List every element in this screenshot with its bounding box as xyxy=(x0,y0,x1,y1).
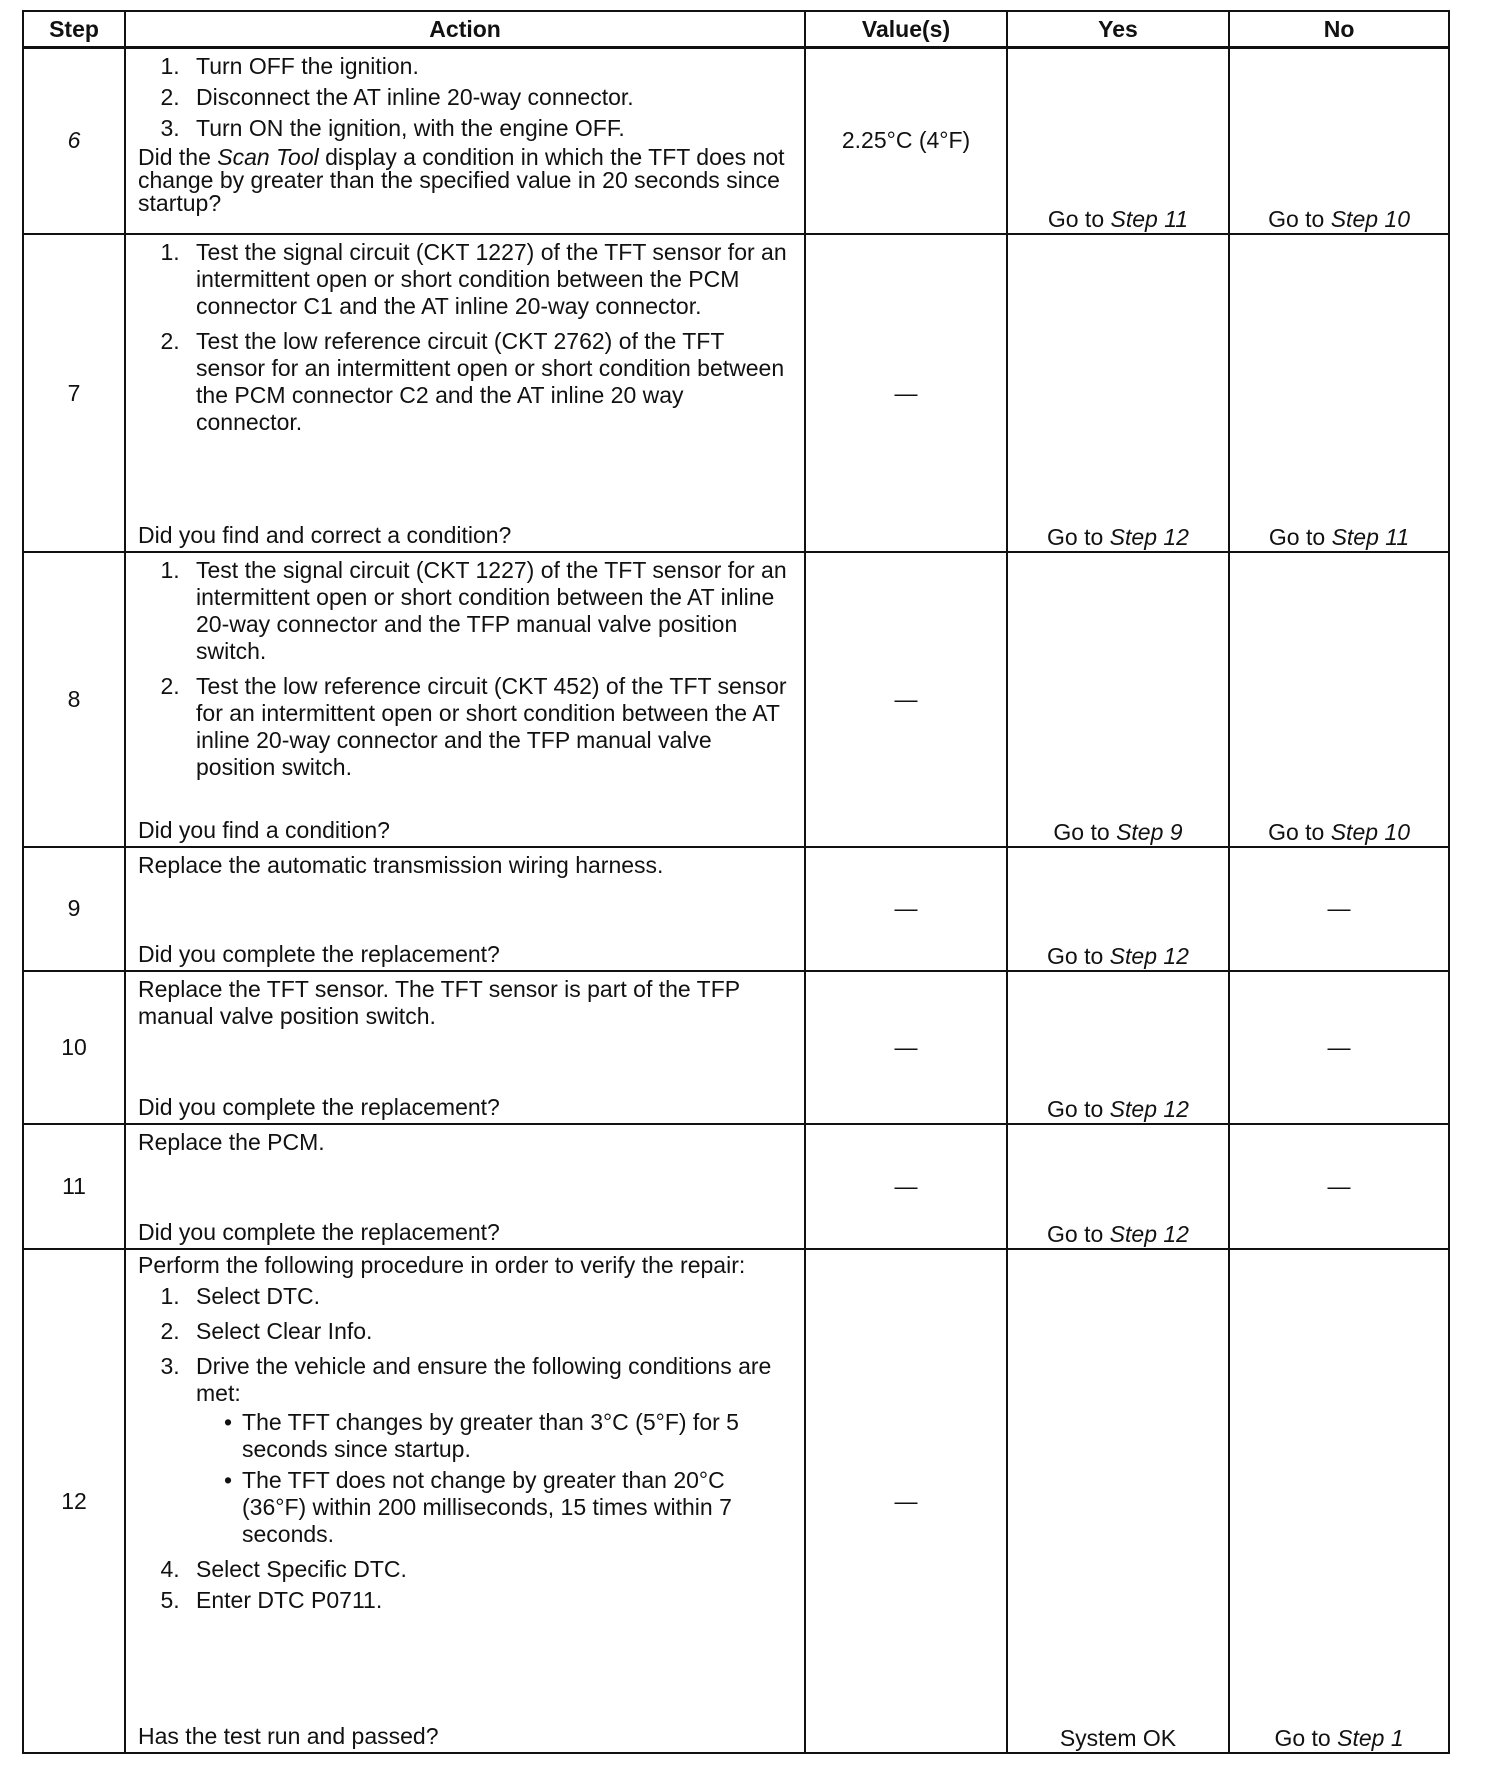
no-cell: Go to Step 10 xyxy=(1229,48,1449,234)
no-cell: — xyxy=(1229,847,1449,971)
value-cell: — xyxy=(805,552,1007,846)
table-row xyxy=(23,552,1449,846)
header-step: Step xyxy=(23,11,125,48)
table-row xyxy=(23,234,1449,552)
header-yes: Yes xyxy=(1007,11,1229,48)
step-number: 12 xyxy=(23,1249,125,1753)
no-cell: — xyxy=(1229,1124,1449,1249)
yes-cell: Go to Step 12 xyxy=(1007,847,1229,971)
action-text: Replace the automatic transmission wiring harness. xyxy=(138,851,664,878)
yes-cell: Go to Step 11 xyxy=(1007,48,1229,234)
header-action: Action xyxy=(125,11,805,48)
list-item: 1. Select DTC. xyxy=(186,1283,792,1310)
condition-bullets xyxy=(196,1409,792,1548)
question: Has the test run and passed? xyxy=(138,1723,439,1749)
table-row xyxy=(23,48,1449,234)
action-steps xyxy=(138,53,792,142)
no-cell: Go to Step 1 xyxy=(1229,1249,1449,1753)
question: Did the Scan Tool display a condition in which the TFT does not change by greater than the specified value in 20 seconds since startup? xyxy=(138,144,785,216)
action-cell xyxy=(125,971,805,1124)
table-row xyxy=(23,847,1449,971)
table-row xyxy=(23,1124,1449,1249)
bullet-item: • The TFT changes by greater than 3°C (5°F) for 5 seconds since startup. xyxy=(242,1409,792,1463)
value-cell: — xyxy=(805,1249,1007,1753)
step-number: 7 xyxy=(23,234,125,552)
action-steps xyxy=(138,1283,792,1614)
action-cell xyxy=(125,552,805,846)
question: Did you complete the replacement? xyxy=(138,1093,500,1120)
list-item: 5. Enter DTC P0711. xyxy=(186,1587,792,1614)
action-cell xyxy=(125,1124,805,1249)
value-cell: — xyxy=(805,847,1007,971)
question: Did you complete the replacement? xyxy=(138,1219,500,1246)
yes-cell: Go to Step 9 xyxy=(1007,552,1229,846)
step-number: 8 xyxy=(23,552,125,846)
action-steps xyxy=(138,557,792,781)
value-cell: — xyxy=(805,1124,1007,1249)
value-cell: 2.25°C (4°F) xyxy=(805,48,1007,234)
value-cell: — xyxy=(805,971,1007,1124)
yes-cell: Go to Step 12 xyxy=(1007,1124,1229,1249)
yes-cell: Go to Step 12 xyxy=(1007,234,1229,552)
list-item: 2. Test the low reference circuit (CKT 2762) of the TFT sensor for an intermittent open or short condition between the PCM connector C2 and the AT inline 20 way connector. xyxy=(186,328,792,436)
step-number: 10 xyxy=(23,971,125,1124)
action-cell xyxy=(125,1249,805,1753)
list-item: 3. Drive the vehicle and ensure the following conditions are met: • The TFT changes by greater than 3°C (5°F) for 5 seconds since startup. • The TFT does not change by greater than 20°C (36°F) within 200 milliseconds, 15 times within 7 seconds. xyxy=(186,1353,792,1548)
question: Did you complete the replacement? xyxy=(138,941,500,968)
action-cell xyxy=(125,234,805,552)
value-cell: — xyxy=(805,234,1007,552)
step-number: 11 xyxy=(23,1124,125,1249)
list-item: 1. Test the signal circuit (CKT 1227) of the TFT sensor for an intermittent open or short condition between the PCM connector C1 and the AT inline 20-way connector. xyxy=(186,239,792,320)
diagnostic-table xyxy=(22,10,1450,1754)
action-text: Replace the TFT sensor. The TFT sensor is part of the TFP manual valve position switch. xyxy=(138,976,740,1030)
list-item: 2. Select Clear Info. xyxy=(186,1318,792,1345)
list-item: 2. Test the low reference circuit (CKT 452) of the TFT sensor for an intermittent open or short condition between the AT inline 20-way connector and the TFP manual valve position switch. xyxy=(186,673,792,781)
header-no: No xyxy=(1229,11,1449,48)
action-cell xyxy=(125,48,805,234)
question: Did you find and correct a condition? xyxy=(138,522,512,549)
list-item: 1. Test the signal circuit (CKT 1227) of the TFT sensor for an intermittent open or short condition between the AT inline 20-way connector and the TFP manual valve position switch. xyxy=(186,557,792,665)
no-cell: — xyxy=(1229,971,1449,1124)
action-steps xyxy=(138,239,792,436)
list-item: 1. Turn OFF the ignition. xyxy=(186,53,792,80)
action-text: Replace the PCM. xyxy=(138,1128,325,1155)
action-cell xyxy=(125,847,805,971)
list-item: 2. Disconnect the AT inline 20-way connector. xyxy=(186,84,792,111)
yes-cell: Go to Step 12 xyxy=(1007,971,1229,1124)
table-row xyxy=(23,971,1449,1124)
step-number: 9 xyxy=(23,847,125,971)
list-item: 3. Turn ON the ignition, with the engine OFF. xyxy=(186,115,792,142)
step-number: 6 xyxy=(23,48,125,234)
list-item: 4. Select Specific DTC. xyxy=(186,1556,792,1583)
header-values: Value(s) xyxy=(805,11,1007,48)
action-intro: Perform the following procedure in order to verify the repair: xyxy=(138,1252,746,1279)
no-cell: Go to Step 10 xyxy=(1229,552,1449,846)
no-cell: Go to Step 11 xyxy=(1229,234,1449,552)
bullet-item: • The TFT does not change by greater than 20°C (36°F) within 200 milliseconds, 15 times within 7 seconds. xyxy=(242,1467,792,1548)
question: Did you find a condition? xyxy=(138,816,390,843)
yes-cell: System OK xyxy=(1007,1249,1229,1753)
table-row xyxy=(23,1249,1449,1753)
header-row xyxy=(23,11,1449,48)
